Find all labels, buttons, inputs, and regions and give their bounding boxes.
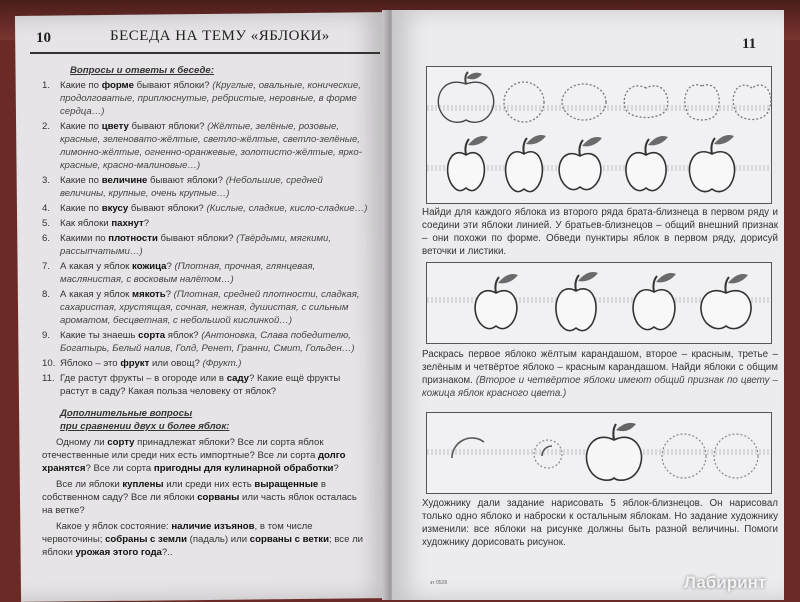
question-item: 11. Где растут фрукты – в огороде или в саду? Какие ещё фрукты растут в саду? Какая польза человеку от яблок? (42, 373, 341, 397)
apple-dotted-ribbed (685, 85, 719, 120)
question-item: 1. Какие по форме бывают яблоки? (Круглые, овальные, конические, продолговатые, приплюснутые, ребристые, неровные, в форме сердца…) (42, 80, 361, 117)
apple-colouring-2 (556, 272, 598, 331)
apple-colouring-3 (633, 273, 676, 330)
apple-colouring-1 (475, 274, 518, 329)
apple-row2-5 (689, 135, 734, 192)
extra-question-paragraph: Все ли яблоки куплены или среди них есть выращенные в собственном саду? Все ли яблоки сорваны или часть яблок осталась на ветке? (42, 479, 357, 516)
question-list (42, 79, 368, 398)
apple-dotted-oval (562, 84, 606, 120)
questions-subtitle: Вопросы и ответы к беседе: (70, 65, 214, 76)
question-item: 4. Какие по вкусу бывают яблоки? (Кислые, сладкие, кисло-сладкие…) (42, 203, 368, 214)
question-item: 7. А какая у яблок кожица? (Плотная, прочная, глянцевая, маслянистая, с восковым налётом…) (42, 261, 316, 285)
extra-questions-title-1: Дополнительные вопросы (60, 408, 193, 419)
task-3-text: Художнику дали задание нарисовать 5 яблок-близнецов. Он нарисовал только одно яблоко и наброски к остальным яблокам. Но задание художнику изменили: все яблоки на рисунке должны быть разной величины. Помоги художнику дорисовать рисунок. (422, 498, 778, 548)
apple-colouring-4 (701, 274, 751, 329)
extra-paragraphs (42, 436, 368, 559)
question-item: 6. Какими по плотности бывают яблоки? (Твёрдыми, мягкими, рассыпчатыми…) (42, 233, 332, 257)
apple-dotted-round (504, 82, 544, 122)
apple-row2-3 (559, 137, 602, 190)
question-item: 8. А какая у яблок мякоть? (Плотная, средней плотности, сладкая, сахаристая, хрустящая, сочная, нежная, душистая, с сильным ароматом, бесцветная, с небольшой кислинкой…) (42, 289, 360, 326)
exercise-3-apples (426, 412, 770, 492)
apple-row2-4 (626, 136, 668, 191)
page-number-left: 10 (36, 30, 51, 46)
question-item: 5. Как яблоки пахнут? (42, 218, 150, 229)
questions-block (42, 64, 368, 559)
apple-row2-2 (506, 135, 546, 192)
apple-dotted-heart (733, 85, 771, 119)
page-title: БЕСЕДА НА ТЕМУ «ЯБЛОКИ» (110, 28, 330, 44)
question-item: 10. Яблоко – это фрукт или овощ? (Фрукт.) (42, 358, 242, 369)
extra-question-paragraph: Одному ли сорту принадлежат яблоки? Все ли сорта яблок отечественные или среди них есть импортные? Все ли сорта долго хранятся? Все ли сорта пригодны для кулинарной обработки? (42, 437, 346, 474)
question-item: 9. Какие ты знаешь сорта яблок? (Антоновка, Слава победителю, Богатырь, Белый налив, Голд, Ренет, Гранни, Смит, Гольден…) (42, 330, 355, 354)
extra-questions-title-2: при сравнении двух и более яблок: (60, 421, 230, 432)
extra-question-paragraph: Какое у яблок состояние: наличие изъянов, в том числе червоточины; собраны с земли (падаль) или сорваны с ветки; все ли яблоки урожая этого года?.. (42, 521, 364, 558)
question-item: 3. Какие по величине бывают яблоки? (Небольшие, средней величины, крупные, очень крупные…) (42, 175, 323, 199)
exercise-2-apples (426, 262, 770, 342)
question-item: 2. Какие по цвету бывают яблоки? (Жёлтые, зелёные, розовые, красные, зеленовато-жёлтые, светло-жёлтые, светло-зелёные, лимонно-жёлтые, огненно-оранжевые, золотисто-жёлтые, ярко-красные, красно-малиновые…) (42, 121, 362, 171)
apple-sketch-small (542, 446, 552, 456)
apple-complete-sample (586, 423, 641, 480)
task-1-text: Найди для каждого яблока из второго ряда брата-близнеца в первом ряду и соедини эти яблоки линией. У братьев-близнецов – общий внешний признак – они похожи по форме. Обведи пунктиры яблок в первом ряду, дорисуй веточки и листики. (422, 207, 778, 257)
apple-row2-1 (448, 136, 488, 191)
print-code: зт 0528 (430, 580, 448, 586)
exercise-1-apples (426, 66, 770, 202)
task-2-text: Раскрась первое яблоко жёлтым карандашом, второе – красным, третье – зелёным и четвёртое яблоко – красным карандашом. Найди яблоки с общим признаком. (Второе и четвёртое яблоки имеют общий признак по цвету – кожица яблок красного цвета.) (422, 349, 778, 399)
left-page-header (30, 26, 380, 54)
apple-outline-solid (438, 82, 493, 122)
apple-dotted-flat (624, 86, 668, 118)
apple-sketch-arc (452, 438, 484, 458)
watermark-logo: Лабиринт (684, 573, 767, 592)
page-number-right: 11 (742, 36, 757, 52)
